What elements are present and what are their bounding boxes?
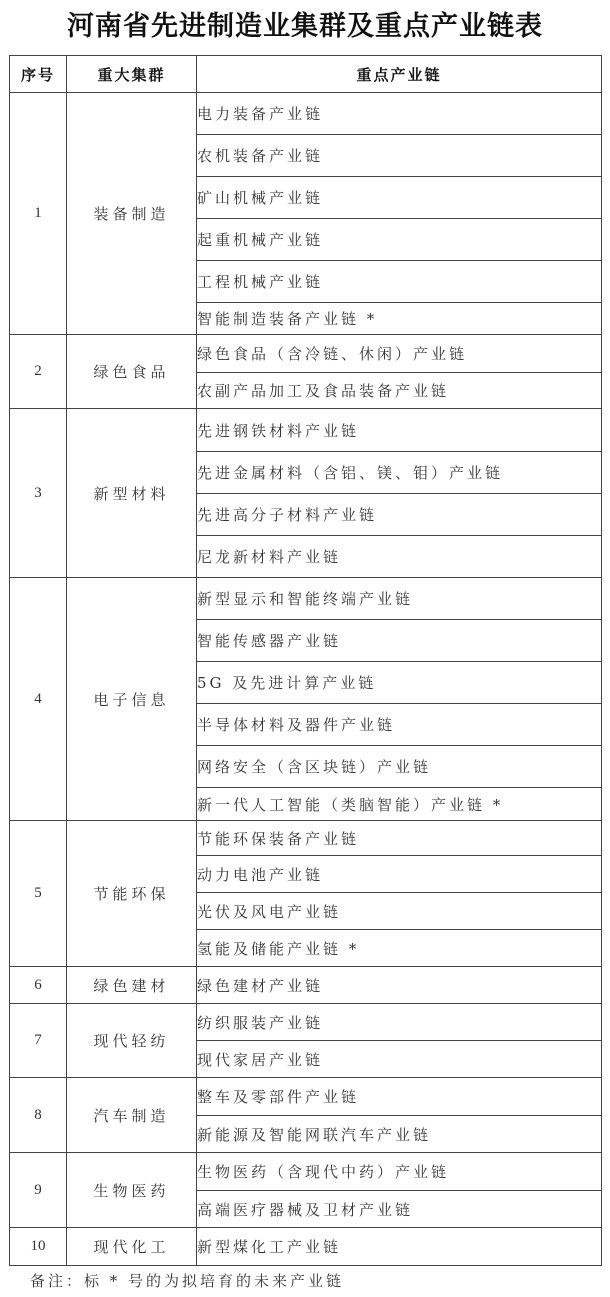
serial-number-cell: 2 [10, 335, 67, 409]
cluster-cell: 现代化工 [67, 1228, 197, 1266]
cluster-cell: 汽车制造 [67, 1078, 197, 1153]
chain-cell: 智能传感器产业链 [197, 620, 602, 662]
footnote: 备注：标 * 号的为拟培育的未来产业链 [30, 1272, 345, 1290]
chain-cell: 新一代人工智能（类脑智能）产业链 * [197, 788, 602, 821]
cluster-cell: 现代轻纺 [67, 1004, 197, 1078]
industry-chain-table [9, 55, 602, 1266]
chain-cell: 5G 及先进计算产业链 [197, 662, 602, 704]
chain-cell: 氢能及储能产业链 * [197, 930, 602, 967]
chain-cell: 整车及零部件产业链 [197, 1078, 602, 1116]
table-row [10, 1004, 602, 1041]
serial-number-cell: 7 [10, 1004, 67, 1078]
table-header-row [10, 56, 602, 93]
chain-cell: 节能环保装备产业链 [197, 821, 602, 856]
serial-number-cell: 9 [10, 1153, 67, 1228]
serial-number-cell: 5 [10, 821, 67, 967]
table-row [10, 93, 602, 135]
chain-cell: 动力电池产业链 [197, 856, 602, 893]
table-row [10, 967, 602, 1004]
cluster-cell: 生物医药 [67, 1153, 197, 1228]
chain-cell: 尼龙新材料产业链 [197, 536, 602, 578]
serial-number-cell: 10 [10, 1228, 67, 1266]
cluster-cell: 绿色建材 [67, 967, 197, 1004]
chain-cell: 先进高分子材料产业链 [197, 494, 602, 536]
table-row [10, 1228, 602, 1266]
chain-cell: 网络安全（含区块链）产业链 [197, 746, 602, 788]
table-row [10, 1153, 602, 1191]
chain-cell: 新能源及智能网联汽车产业链 [197, 1116, 602, 1153]
chain-cell: 高端医疗器械及卫材产业链 [197, 1191, 602, 1228]
table-row [10, 335, 602, 373]
chain-cell: 绿色建材产业链 [197, 967, 602, 1004]
chain-cell: 绿色食品（含冷链、休闲）产业链 [197, 335, 602, 373]
serial-number-cell: 6 [10, 967, 67, 1004]
chain-cell: 电力装备产业链 [197, 93, 602, 135]
chain-cell: 先进金属材料（含铝、镁、钼）产业链 [197, 452, 602, 494]
chain-cell: 新型煤化工产业链 [197, 1228, 602, 1266]
cluster-cell: 绿色食品 [67, 335, 197, 409]
serial-number-cell: 4 [10, 578, 67, 821]
chain-cell: 纺织服装产业链 [197, 1004, 602, 1041]
chain-cell: 先进钢铁材料产业链 [197, 409, 602, 452]
table-row [10, 821, 602, 856]
cluster-cell: 节能环保 [67, 821, 197, 967]
cluster-cell: 装备制造 [67, 93, 197, 335]
serial-number-cell: 8 [10, 1078, 67, 1153]
header-major-cluster: 重大集群 [67, 56, 197, 93]
header-serial-number: 序号 [10, 56, 67, 93]
table-row [10, 1078, 602, 1116]
page-title: 河南省先进制造业集群及重点产业链表 [67, 11, 543, 42]
chain-cell: 光伏及风电产业链 [197, 893, 602, 930]
chain-cell: 矿山机械产业链 [197, 177, 602, 219]
chain-cell: 现代家居产业链 [197, 1041, 602, 1078]
cluster-cell: 电子信息 [67, 578, 197, 821]
chain-cell: 半导体材料及器件产业链 [197, 704, 602, 746]
chain-cell: 工程机械产业链 [197, 261, 602, 303]
chain-cell: 智能制造装备产业链 * [197, 303, 602, 335]
table-row [10, 409, 602, 452]
table-row [10, 578, 602, 620]
chain-cell: 农副产品加工及食品装备产业链 [197, 373, 602, 409]
chain-cell: 农机装备产业链 [197, 135, 602, 177]
cluster-cell: 新型材料 [67, 409, 197, 578]
chain-cell: 生物医药（含现代中药）产业链 [197, 1153, 602, 1191]
header-key-chain: 重点产业链 [197, 56, 602, 93]
chain-cell: 起重机械产业链 [197, 219, 602, 261]
serial-number-cell: 1 [10, 93, 67, 335]
chain-cell: 新型显示和智能终端产业链 [197, 578, 602, 620]
serial-number-cell: 3 [10, 409, 67, 578]
